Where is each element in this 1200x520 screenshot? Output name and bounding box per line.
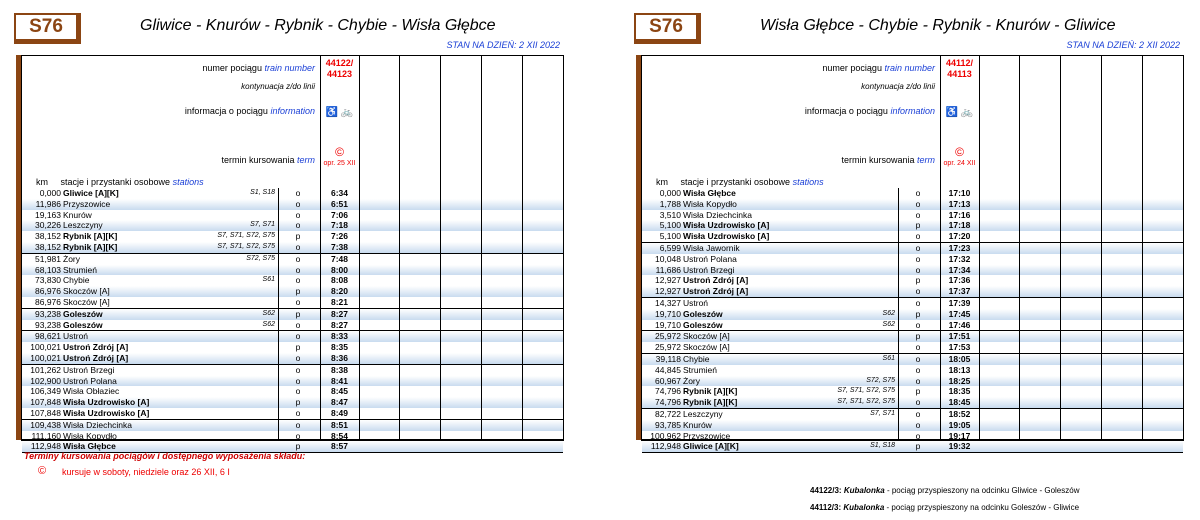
departure-time: 7:48	[330, 253, 348, 264]
km-value: 93,785	[655, 419, 681, 430]
station-name: Wisła Uzdrowisko [A]	[63, 407, 150, 418]
continuation-label: kontynuacja z/do linii	[861, 82, 935, 91]
stop-mark: o	[915, 408, 921, 419]
km-value: 39,118	[655, 353, 681, 364]
accessibility-bicycle-icon: ♿ 🚲	[325, 107, 354, 118]
departure-time: 8:35	[330, 342, 348, 353]
station-name: Ustroń Zdrój [A]	[63, 352, 129, 363]
stop-mark: p	[295, 342, 301, 353]
connecting-lines: S7, S71	[250, 221, 275, 229]
stop-mark: o	[295, 352, 301, 363]
connecting-lines: S62	[882, 309, 895, 317]
stop-mark: o	[295, 364, 301, 375]
departure-time: 17:51	[948, 331, 971, 342]
station-name: Wisła Kopydło	[683, 198, 737, 209]
stop-mark: o	[295, 419, 301, 430]
stop-mark: o	[915, 430, 921, 441]
stop-mark: o	[915, 297, 921, 308]
station-name: Skoczów [A]	[683, 331, 730, 342]
stop-mark: o	[295, 319, 301, 330]
departure-time: 8:20	[330, 286, 348, 297]
station-name: Strumień	[63, 264, 98, 275]
km-value: 98,621	[35, 331, 61, 342]
departure-time: 7:06	[330, 209, 348, 220]
km-value: 102,900	[30, 375, 61, 386]
km-value: 6,599	[659, 242, 681, 253]
station-name: Wisła Uzdrowisko [A]	[63, 397, 150, 408]
km-value: 111,160	[31, 430, 61, 441]
stop-mark: o	[915, 264, 921, 275]
km-value: 100,021	[30, 352, 61, 363]
km-value: 44,845	[655, 364, 681, 375]
stop-mark: o	[915, 286, 921, 297]
km-value: 25,972	[655, 342, 681, 353]
station-name: Żory	[63, 253, 80, 264]
station-name: Ustroń Polana	[63, 375, 117, 386]
station-name: Knurów	[63, 209, 92, 220]
departure-time: 8:38	[330, 364, 348, 375]
km-value: 109,438	[30, 419, 61, 430]
departure-time: 17:16	[948, 209, 971, 220]
station-name: Ustroń Brzegi	[63, 364, 115, 375]
station-name: Ustroń Brzegi	[683, 264, 735, 275]
km-value: 106,349	[30, 386, 61, 397]
station-name: Wisła Uzdrowisko [A]	[683, 220, 770, 231]
line-badge: S76	[14, 13, 81, 44]
station-name: Knurów	[683, 419, 712, 430]
station-name: Rybnik [A][K]	[63, 231, 118, 242]
train-note: 44112/3: Kubalonka - pociąg przyspieszony na odcinku Goleszów - Gliwice	[810, 503, 1080, 512]
stop-mark: p	[915, 308, 921, 319]
departure-time: 6:51	[330, 198, 348, 209]
station-name: Skoczów [A]	[63, 296, 110, 307]
station-name: Wisła Głębce	[683, 188, 736, 198]
km-value: 112,948	[30, 441, 61, 452]
km-value: 14,327	[655, 297, 681, 308]
station-name: Ustroń Zdrój [A]	[683, 286, 749, 297]
stop-mark: o	[915, 319, 921, 330]
km-value: 86,976	[35, 286, 61, 297]
stop-mark: p	[295, 308, 301, 319]
connecting-lines: S62	[262, 309, 275, 317]
legend-text: kursuje w soboty, niedziele oraz 26 XII, 6 I	[62, 467, 230, 477]
departure-time: 8:45	[330, 386, 348, 397]
status-date: STAN NA DZIEŃ: 2 XII 2022	[1066, 40, 1180, 50]
departure-time: 8:51	[330, 419, 348, 430]
timetable-panel-gliwice-wisla	[0, 0, 560, 452]
departure-time: 8:27	[330, 319, 348, 330]
stop-mark: o	[295, 386, 301, 397]
km-value: 51,981	[35, 253, 61, 264]
station-name: Wisła Kopydło	[63, 430, 117, 441]
connecting-lines: S7, S71, S72, S75	[217, 232, 275, 240]
departure-time: 7:18	[330, 220, 348, 231]
km-value: 60,967	[655, 375, 681, 386]
km-value: 19,710	[655, 308, 681, 319]
station-name: Wisła Uzdrowisko [A]	[683, 231, 770, 242]
km-stations-header: km stacje i przystanki osobowe stations	[36, 177, 204, 187]
departure-time: 8:57	[330, 441, 348, 452]
km-value: 1,788	[659, 198, 681, 209]
km-value: 11,686	[655, 264, 681, 275]
departure-time: 17:32	[948, 253, 971, 264]
calendar-symbol-icon: ©	[955, 145, 964, 159]
departure-time: 17:13	[948, 198, 971, 209]
km-value: 0,000	[39, 188, 61, 198]
stop-mark: o	[915, 198, 921, 209]
connecting-lines: S62	[882, 320, 895, 328]
km-stations-header: km stacje i przystanki osobowe stations	[656, 177, 824, 187]
station-name: Ustroń Zdrój [A]	[63, 342, 129, 353]
departure-time: 8:49	[330, 407, 348, 418]
station-name: Skoczów [A]	[683, 342, 730, 353]
stop-mark: o	[915, 242, 921, 253]
km-value: 100,021	[30, 342, 61, 353]
station-name: Goleszów	[63, 319, 103, 330]
km-value: 86,976	[35, 296, 61, 307]
departure-time: 17:23	[948, 242, 971, 253]
departure-time: 7:26	[330, 231, 348, 242]
status-date: STAN NA DZIEŃ: 2 XII 2022	[446, 40, 560, 50]
stop-mark: p	[915, 386, 921, 397]
km-value: 112,948	[650, 441, 681, 452]
departure-time: 8:27	[330, 308, 348, 319]
train-number-label: numer pociągu train number	[202, 63, 315, 73]
departure-time: 8:00	[330, 264, 348, 275]
stop-mark: o	[915, 209, 921, 220]
km-value: 3,510	[659, 209, 681, 220]
departure-time: 19:05	[948, 419, 971, 430]
information-label: informacja o pociągu information	[184, 106, 315, 116]
station-name: Ustroń	[63, 331, 89, 342]
departure-time: 8:36	[330, 352, 348, 363]
departure-time: 8:21	[330, 296, 348, 307]
information-label: informacja o pociągu information	[804, 106, 935, 116]
stop-mark: o	[295, 430, 301, 441]
station-name: Leszczyny	[683, 408, 723, 419]
connecting-lines: S62	[262, 320, 275, 328]
km-value: 100,962	[650, 430, 681, 441]
departure-time: 6:34	[330, 188, 348, 198]
km-value: 38,152	[35, 241, 61, 252]
station-name: Chybie	[683, 353, 710, 364]
departure-time: 17:20	[948, 231, 971, 242]
station-name: Skoczów [A]	[63, 286, 110, 297]
stop-mark: o	[915, 364, 921, 375]
departure-time: 17:46	[948, 319, 971, 330]
calendar-symbol-icon: ©	[335, 145, 344, 159]
connecting-lines: S1, S18	[250, 189, 275, 196]
station-name: Rybnik [A][K]	[63, 241, 118, 252]
departure-time: 19:17	[948, 430, 971, 441]
stop-mark: o	[915, 342, 921, 353]
stop-mark: o	[295, 275, 301, 286]
departure-time: 18:05	[948, 353, 971, 364]
departure-time: 19:32	[948, 441, 971, 452]
train-number-label: numer pociągu train number	[822, 63, 935, 73]
departure-time: 17:18	[948, 220, 971, 231]
km-value: 25,972	[655, 331, 681, 342]
departure-time: 17:53	[948, 342, 971, 353]
stop-mark: o	[915, 353, 921, 364]
km-value: 12,927	[655, 286, 681, 297]
departure-time: 7:38	[330, 241, 348, 252]
stop-mark: p	[915, 220, 921, 231]
table-row	[642, 441, 1183, 453]
legend-title: Terminy kursowania pociągów i dostępnego wyposażenia składu:	[24, 451, 306, 461]
connecting-lines: S7, S71, S72, S75	[837, 387, 895, 395]
calendar-symbol-icon: ©	[38, 465, 47, 477]
km-value: 68,103	[35, 264, 61, 275]
timetable-panel-wisla-gliwice	[620, 0, 1180, 452]
km-value: 107,848	[30, 407, 61, 418]
station-name: Rybnik [A][K]	[683, 386, 738, 397]
timetable	[21, 55, 564, 452]
km-value: 11,986	[35, 198, 61, 209]
stop-mark: o	[295, 264, 301, 275]
stop-mark: o	[915, 397, 921, 408]
station-name: Rybnik [A][K]	[683, 397, 738, 408]
km-value: 74,796	[655, 386, 681, 397]
stop-mark: p	[915, 441, 921, 452]
term-text: opr. 25 XII	[323, 160, 356, 167]
station-name: Goleszów	[683, 308, 723, 319]
train-number: 44112/ 44113	[945, 58, 974, 79]
connecting-lines: S7, S71, S72, S75	[217, 242, 275, 250]
departure-time: 18:45	[948, 397, 971, 408]
stop-mark: p	[915, 275, 921, 286]
departure-time: 8:08	[330, 275, 348, 286]
stop-mark: o	[915, 253, 921, 264]
station-name: Ustroń Zdrój [A]	[683, 275, 749, 286]
km-value: 38,152	[35, 231, 61, 242]
km-value: 19,710	[655, 319, 681, 330]
station-name: Przyszowice	[683, 430, 731, 441]
station-name: Chybie	[63, 275, 90, 286]
station-name: Wisła Dziechcinka	[63, 419, 132, 430]
connecting-lines: S61	[882, 354, 895, 362]
km-value: 5,100	[659, 220, 681, 231]
departure-time: 17:39	[948, 297, 971, 308]
term-label: termin kursowania term	[221, 155, 315, 165]
stop-mark: p	[295, 441, 301, 452]
km-value: 107,848	[30, 397, 61, 408]
connecting-lines: S61	[262, 276, 275, 284]
train-note: 44122/3: Kubalonka - pociąg przyspieszony na odcinku Gliwice - Goleszów	[810, 486, 1080, 495]
stop-mark: p	[295, 397, 301, 408]
km-value: 10,048	[655, 253, 681, 264]
departure-time: 17:45	[948, 308, 971, 319]
departure-time: 17:36	[948, 275, 971, 286]
km-value: 0,000	[659, 188, 681, 198]
station-name: Goleszów	[683, 319, 723, 330]
km-value: 73,830	[35, 275, 61, 286]
timetable	[641, 55, 1184, 452]
station-name: Goleszów	[63, 308, 103, 319]
route-title: Wisła Głębce - Chybie - Rybnik - Knurów - Gliwice	[760, 17, 1116, 34]
stop-mark: o	[295, 241, 301, 252]
stop-mark: o	[295, 198, 301, 209]
km-value: 101,262	[30, 364, 61, 375]
station-name: Wisła Głębce	[63, 441, 116, 452]
km-value: 30,226	[35, 220, 61, 231]
km-value: 5,100	[659, 231, 681, 242]
accessibility-bicycle-icon: ♿ 🚲	[945, 107, 974, 118]
departure-time: 17:37	[948, 286, 971, 297]
connecting-lines: S72, S75	[866, 376, 895, 384]
station-name: Wisła Obłaziec	[63, 386, 120, 397]
departure-time: 8:33	[330, 331, 348, 342]
km-value: 93,238	[35, 319, 61, 330]
connecting-lines: S72, S75	[246, 254, 275, 262]
km-value: 12,927	[655, 275, 681, 286]
term-label: termin kursowania term	[841, 155, 935, 165]
station-name: Ustroń	[683, 297, 709, 308]
stop-mark: o	[295, 188, 301, 198]
departure-time: 8:41	[330, 375, 348, 386]
stop-mark: o	[295, 375, 301, 386]
stop-mark: o	[295, 296, 301, 307]
stop-mark: p	[295, 231, 301, 242]
km-value: 93,238	[35, 308, 61, 319]
continuation-label: kontynuacja z/do linii	[241, 82, 315, 91]
station-name: Gliwice [A][K]	[683, 441, 739, 452]
route-title: Gliwice - Knurów - Rybnik - Chybie - Wisła Głębce	[140, 17, 496, 34]
station-name: Leszczyny	[63, 220, 103, 231]
departure-time: 8:47	[330, 397, 348, 408]
departure-time: 17:10	[948, 188, 971, 198]
stop-mark: o	[295, 220, 301, 231]
train-number: 44122/ 44123	[325, 58, 354, 79]
km-value: 82,722	[655, 408, 681, 419]
stop-mark: o	[295, 407, 301, 418]
station-name: Wisła Dziechcinka	[683, 209, 752, 220]
station-name: Przyszowice	[63, 198, 111, 209]
station-name: Ustroń Polana	[683, 253, 737, 264]
station-name: Gliwice [A][K]	[63, 188, 119, 198]
connecting-lines: S7, S71, S72, S75	[837, 398, 895, 406]
departure-time: 17:34	[948, 264, 971, 275]
departure-time: 18:25	[948, 375, 971, 386]
term-text: opr. 24 XII	[943, 160, 976, 167]
stop-mark: o	[915, 188, 921, 198]
stop-mark: o	[295, 253, 301, 264]
departure-time: 18:35	[948, 386, 971, 397]
line-badge: S76	[634, 13, 701, 44]
departure-time: 8:54	[330, 430, 348, 441]
stop-mark: o	[915, 231, 921, 242]
station-name: Wisła Jawornik	[683, 242, 740, 253]
stop-mark: o	[295, 209, 301, 220]
station-name: Strumień	[683, 364, 718, 375]
departure-time: 18:13	[948, 364, 971, 375]
km-value: 74,796	[655, 397, 681, 408]
station-name: Żory	[683, 375, 700, 386]
stop-mark: p	[295, 286, 301, 297]
connecting-lines: S1, S18	[870, 442, 895, 450]
km-value: 19,163	[35, 209, 61, 220]
stop-mark: o	[295, 331, 301, 342]
stop-mark: p	[915, 331, 921, 342]
departure-time: 18:52	[948, 408, 971, 419]
stop-mark: o	[915, 375, 921, 386]
connecting-lines: S7, S71	[870, 409, 895, 417]
stop-mark: o	[915, 419, 921, 430]
